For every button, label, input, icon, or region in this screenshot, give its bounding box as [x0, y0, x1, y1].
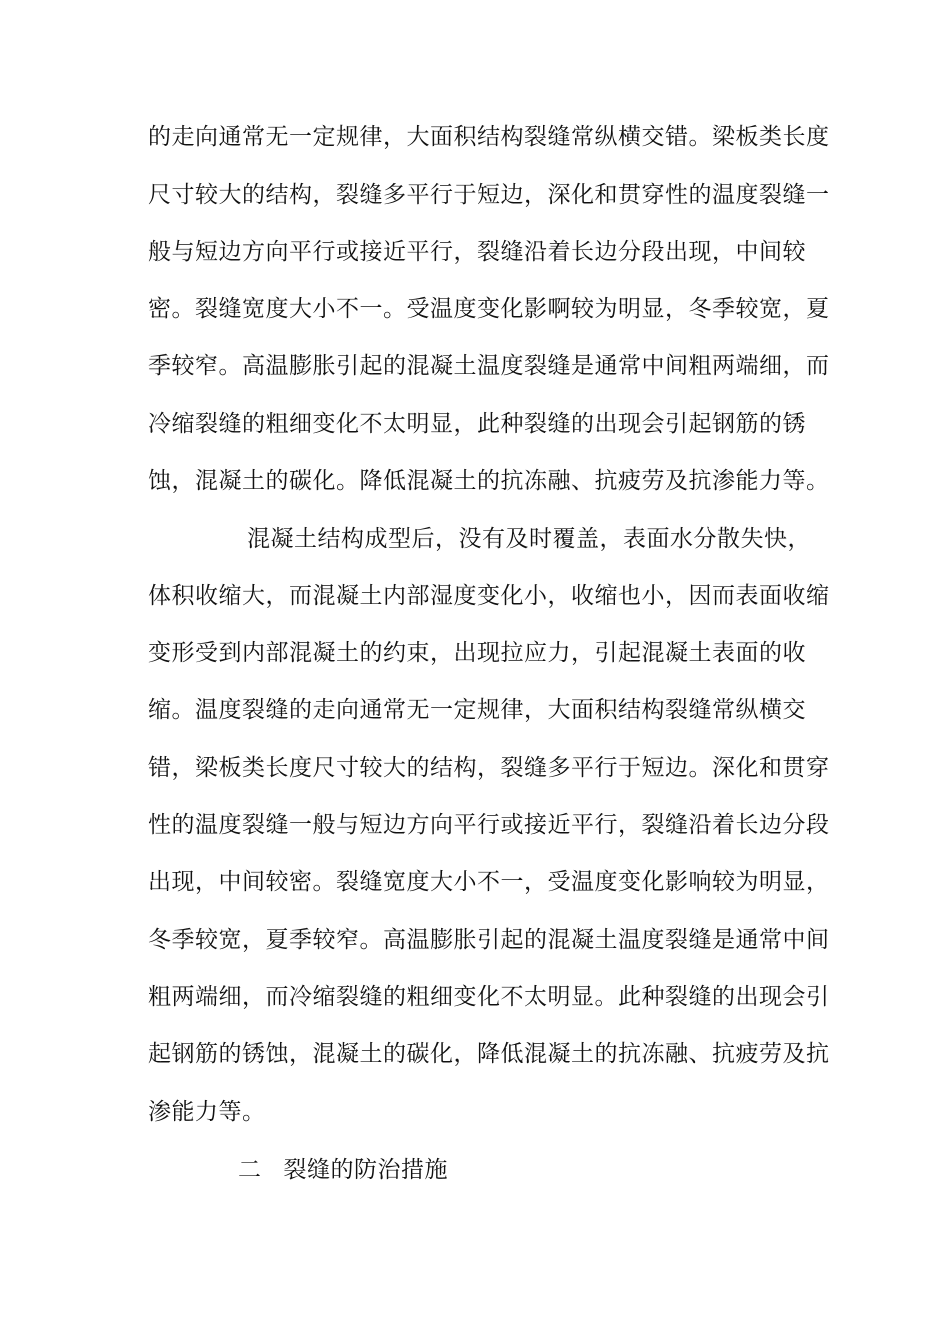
paragraph-line: 缩。温度裂缝的走向通常无一定规律，大面积结构裂缝常纵横交: [148, 697, 806, 723]
paragraph-line: 起钢筋的锈蚀，混凝土的碳化，降低混凝土的抗冻融、抗疲劳及抗: [148, 1041, 830, 1067]
paragraph-line: 季较窄。高温膨胀引起的混凝土温度裂缝是通常中间粗两端细，而: [148, 353, 830, 379]
paragraph-line: 冬季较宽，夏季较窄。高温膨胀引起的混凝土温度裂缝是通常中间: [148, 927, 830, 953]
paragraph-line: 渗能力等。: [148, 1099, 266, 1125]
paragraph-line: 变形受到内部混凝土的约束，出现拉应力，引起混凝土表面的收: [148, 640, 806, 666]
section-number: 二: [238, 1157, 262, 1183]
paragraph-line: 粗两端细，而冷缩裂缝的粗细变化不太明显。此种裂缝的出现会引: [148, 984, 830, 1010]
paragraph-line: 混凝土结构成型后，没有及时覆盖，表面水分散失快，: [247, 526, 811, 552]
paragraph-line: 尺寸较大的结构，裂缝多平行于短边，深化和贯穿性的温度裂缝一: [148, 182, 830, 208]
paragraph-line: 性的温度裂缝一般与短边方向平行或接近平行，裂缝沿着长边分段: [148, 812, 830, 838]
paragraph-line: 的走向通常无一定规律，大面积结构裂缝常纵横交错。梁板类长度: [148, 124, 830, 150]
section-title: 裂缝的防治措施: [283, 1157, 448, 1183]
paragraph-line: 蚀，混凝土的碳化。降低混凝土的抗冻融、抗疲劳及抗渗能力等。: [148, 468, 830, 494]
paragraph-line: 体积收缩大，而混凝土内部湿度变化小，收缩也小，因而表面收缩: [148, 583, 830, 609]
paragraph-line: 般与短边方向平行或接近平行，裂缝沿着长边分段出现，中间较: [148, 239, 806, 265]
paragraph-line: 密。裂缝宽度大小不一。受温度变化影啊较为明显，冬季较宽，夏: [148, 296, 830, 322]
paragraph-line: 冷缩裂缝的粗细变化不太明显，此种裂缝的出现会引起钢筋的锈: [148, 411, 806, 437]
section-heading: [238, 1155, 448, 1185]
paragraph-line: 错，梁板类长度尺寸较大的结构，裂缝多平行于短边。深化和贯穿: [148, 755, 830, 781]
paragraph-line: 出现，中间较密。裂缝宽度大小不一，受温度变化影响较为明显，: [148, 869, 830, 895]
